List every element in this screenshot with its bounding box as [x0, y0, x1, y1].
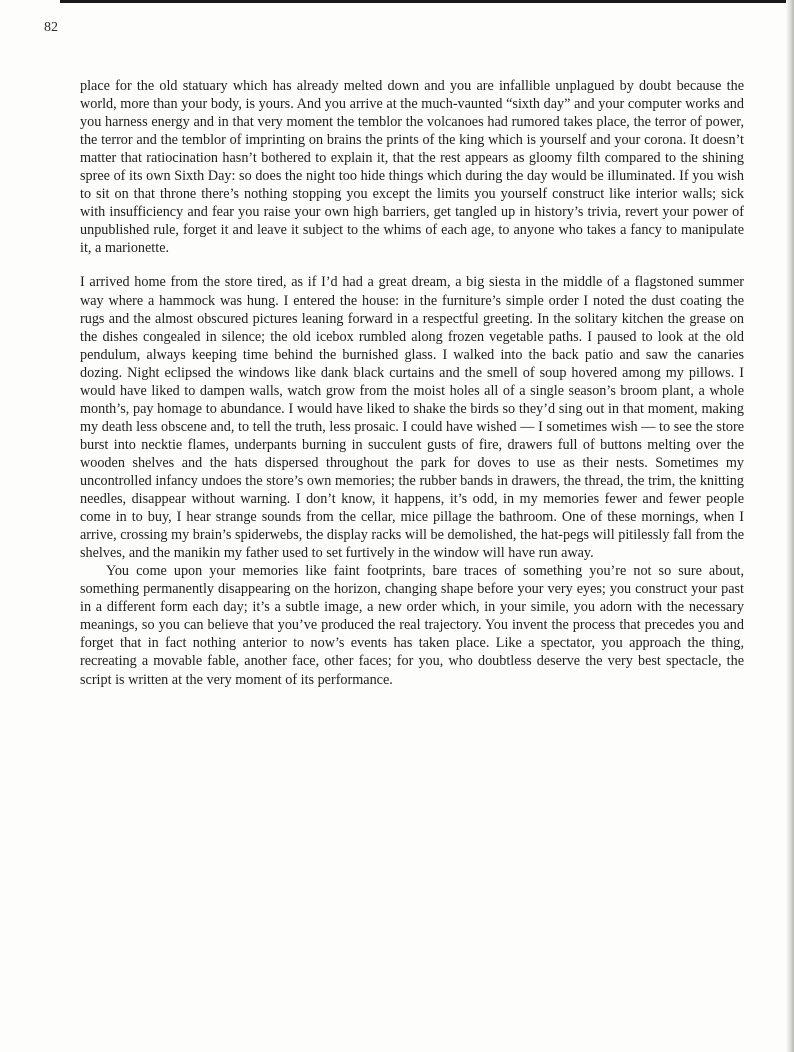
page-number: 82	[44, 20, 58, 35]
paragraph-2: I arrived home from the store tired, as if I’d had a great dream, a big siesta in the middle of a flagstoned summer way where a hammock was hung. I entered the house: in the furniture’s simple order I noted the dust coating the rugs and the almost obscured pictures leaning forward in a respectful greeting. In the solitary kitchen the grease on the dishes congealed in silence; the old icebox rumbled along frozen vegetable paths. I paused to look at the old pendulum, always keeping time behind the burnished glass. I walked into the back patio and saw the canaries dozing. Night eclipsed the windows like dank black curtains and the smell of soup hovered among my pillows. I would have liked to dampen walls, watch grow from the moist holes all of a single season’s broom plant, a whole month’s, pay homage to abundance. I would have liked to shake the birds so they’d sing out in that moment, making my death less obscene and, to tell the truth, less prosaic. I could have wished — I sometimes wish — to see the store burst into necktie flames, underpants burning in succulent gusts of fire, drawers full of buttons melting over the wooden shelves and the hats dispersed throughout the park for doves to use as their nests. Sometimes my uncontrolled infancy undoes the store’s own memories; the rubber bands in drawers, the thread, the trim, the knitting needles, disappear without warning. I don’t know, it happens, it’s odd, in my memories fewer and fewer people come in to buy, I hear strange sounds from the cellar, mice pillage the bathroom. One of these mornings, when I arrive, crossing my brain’s spiderwebs, the display racks will be demolished, the hat-pegs will pitilessly fall from the shelves, and the manikin my father used to set furtively in the window will have run away.	[80, 274, 744, 562]
paragraph-3: You come upon your memories like faint footprints, bare traces of something you’re not so sure about, something permanently disappearing on the horizon, changing shape before your very eyes; you construct your past in a different form each day; it’s a subtle image, a new order which, in your simile, you adorn with the necessary meanings, so you can believe that you’ve produced the real trajectory. You invent the process that precedes you and forget that in fact nothing anterior to now’s events has taken place. Like a spectator, you approach the thing, recreating a movable fable, another face, other faces; for you, who doubtless deserve the very best spectacle, the script is written at the very moment of its performance.	[80, 563, 744, 688]
body-text	[80, 77, 744, 689]
paragraph-1: place for the old statuary which has already melted down and you are infallible unplagued by doubt because the world, more than your body, is yours. And you arrive at the much-vaunted “sixth day” and your computer works and you harness energy and in that very moment the temblor the volcanoes had rumored takes place, the terror of power, the terror and the temblor of imprinting on brains the prints of the king which is yourself and your corona. It doesn’t matter that ratiocination hasn’t bothered to explain it, that the rest appears as gloomy filth compared to the shining spree of its own Sixth Day: so does the night too hide things which during the day would be illuminated. If you wish to sit on that throne there’s nothing stopping you except the limits you yourself construct like interior walls; sick with insufficiency and fear you raise your own high barriers, get tangled up in history’s trivia, revert your power of unpublished rule, forget it and leave it subject to the whims of each age, to anyone who takes a fancy to manipulate it, a marionette.	[80, 78, 744, 257]
top-edge-rule	[60, 0, 794, 3]
page-edge-shadow	[786, 0, 794, 1052]
